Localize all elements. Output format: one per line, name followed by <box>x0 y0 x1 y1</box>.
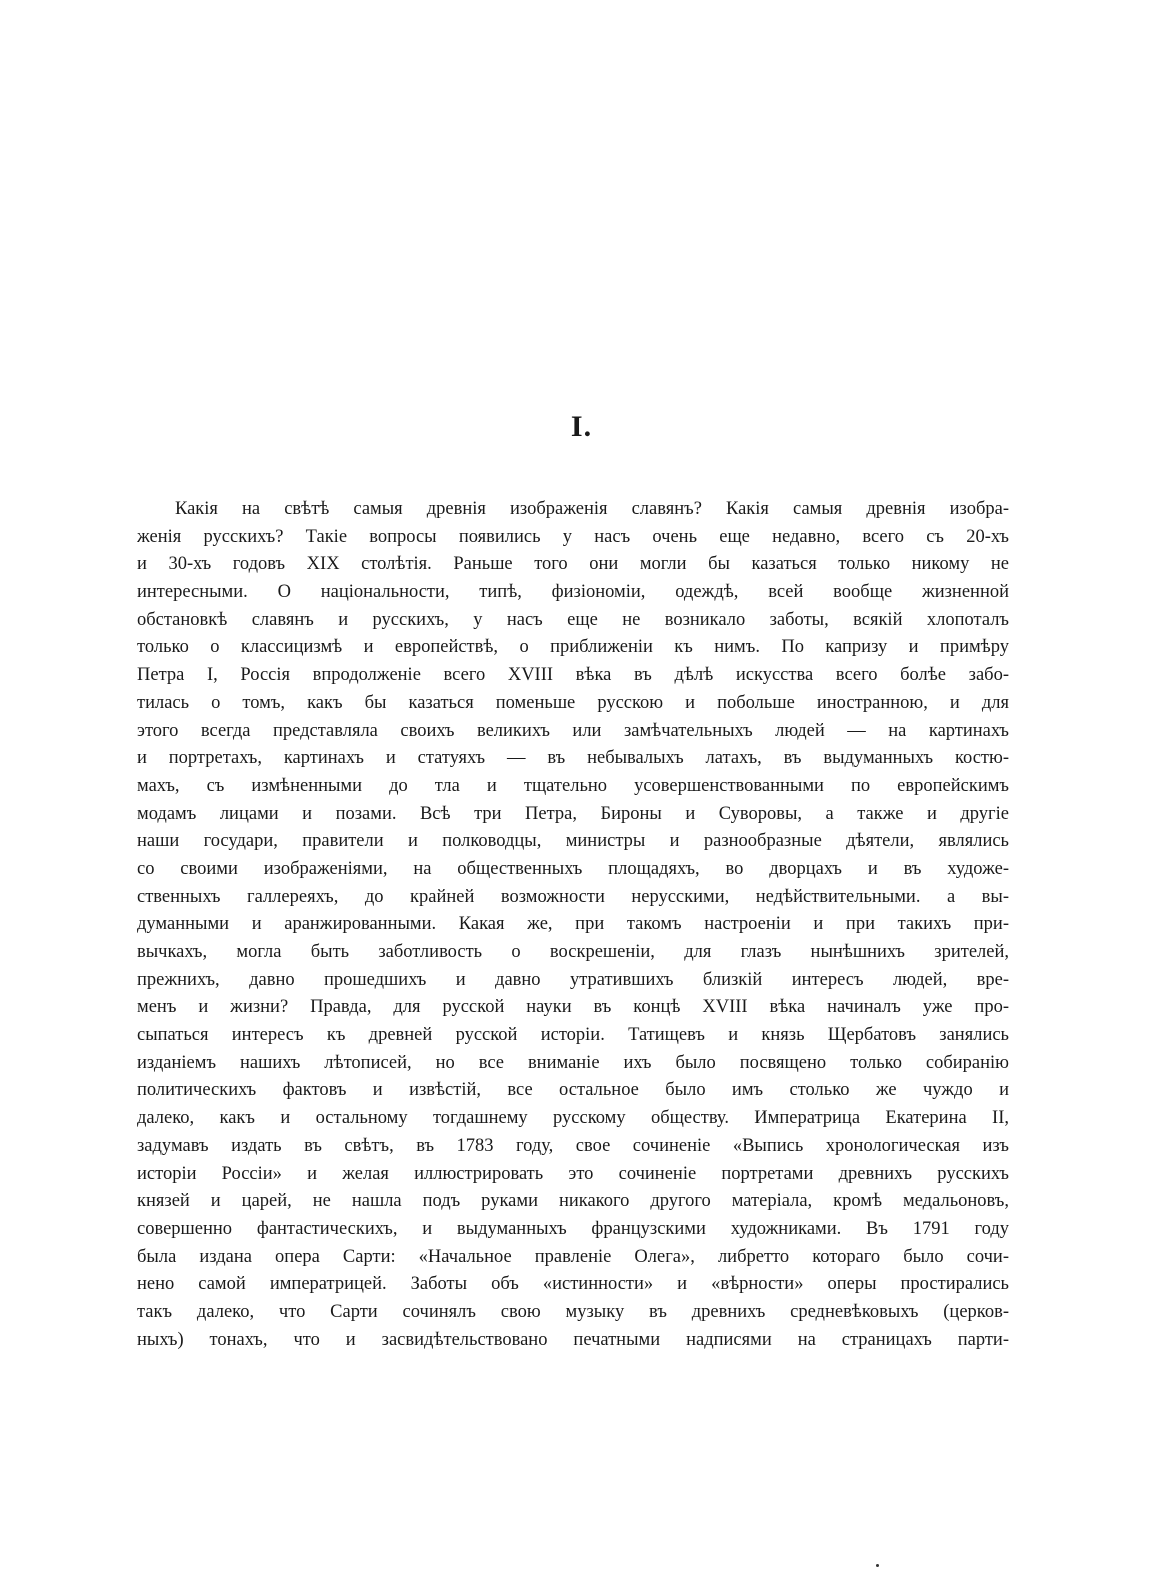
text-line: нено самой императрицей. Заботы объ «истинности» и «вѣрности» оперы простирались <box>137 1274 1009 1295</box>
text-line: была издана опера Сарти: «Начальное правленіе Олега», либретто котораго было сочи- <box>137 1246 1009 1267</box>
ink-speck <box>876 1564 879 1567</box>
text-line: думанными и аранжированными. Какая же, при такомъ настроеніи и при такихъ при- <box>137 914 1009 935</box>
text-line: сыпаться интересъ къ древней русской исторіи. Татищевъ и князь Щербатовъ занялись <box>137 1025 1009 1046</box>
text-line: и 30-хъ годовъ XIX столѣтія. Раньше того они могли бы казаться только никому не <box>137 554 1009 575</box>
text-line: наши государи, правители и полководцы, министры и разнообразные дѣятели, являлись <box>137 831 1009 852</box>
text-line: политическихъ фактовъ и извѣстій, все остальное было имъ столько же чуждо и <box>137 1080 1009 1101</box>
text-line: и портретахъ, картинахъ и статуяхъ — въ небывалыхъ латахъ, въ выдуманныхъ костю- <box>137 748 1009 769</box>
text-line: задумавъ издать въ свѣтъ, въ 1783 году, свое сочиненіе «Выпись хронологическая изъ <box>137 1135 1009 1156</box>
text-line: Петра I, Россія впродолженіе всего XVIII вѣка въ дѣлѣ искусства всего болѣе забо- <box>137 665 1009 686</box>
text-line: только о классицизмѣ и европействѣ, о приближеніи къ нимъ. По капризу и примѣру <box>137 637 1009 658</box>
text-line: совершенно фантастическихъ, и выдуманныхъ французскими художниками. Въ 1791 году <box>137 1218 1009 1239</box>
text-line: ныхъ) тонахъ, что и засвидѣтельствовано печатными надписями на страницахъ парти- <box>137 1329 1009 1350</box>
text-line: исторіи Россіи» и желая иллюстрировать это сочиненіе портретами древнихъ русскихъ <box>137 1163 1009 1184</box>
text-line: далеко, какъ и остальному тогдашнему русскому обществу. Императрица Екатерина II, <box>137 1108 1009 1129</box>
chapter-number: I. <box>570 410 593 443</box>
text-line: Какія на свѣтѣ самыя древнія изображенія славянъ? Какія самыя древнія изобра- <box>175 499 1009 519</box>
text-line: интересными. О національности, типѣ, физіономіи, одеждѣ, всей вообще жизненной <box>137 582 1009 603</box>
text-line: тилась о томъ, какъ бы казаться поменьше русскою и побольше иностранною, и для <box>137 692 1009 713</box>
text-line: махъ, съ измѣненными до тла и тщательно усовершенствованными по европейскимъ <box>137 775 1009 796</box>
text-line: со своими изображеніями, на общественныхъ площадяхъ, во дворцахъ и въ художе- <box>137 858 1009 879</box>
text-line: женія русскихъ? Такіе вопросы появились у насъ очень еще недавно, всего съ 20-хъ <box>137 526 1009 547</box>
text-line: изданіемъ нашихъ лѣтописей, но все вниманіе ихъ было посвящено только собиранію <box>137 1052 1009 1073</box>
text-line: князей и царей, не нашла подъ руками никакого другого матеріала, кромѣ медальоновъ, <box>137 1191 1009 1212</box>
text-line: такъ далеко, что Сарти сочинялъ свою музыку въ древнихъ средневѣковыхъ (церков- <box>137 1301 1009 1322</box>
text-line: менъ и жизни? Правда, для русской науки въ концѣ XVIII вѣка начиналъ уже про- <box>137 997 1009 1018</box>
text-line: ственныхъ галлереяхъ, до крайней возможности нерусскими, недѣйствительными. а вы- <box>137 886 1009 907</box>
text-line: прежнихъ, давно прошедшихъ и давно утратившихъ близкій интересъ людей, вре- <box>137 969 1009 990</box>
text-line: обстановкѣ славянъ и русскихъ, у насъ еще не возникало заботы, всякій хлопоталъ <box>137 609 1009 630</box>
text-line: вычкахъ, могла быть заботливость о воскрешеніи, для глазъ нынѣшнихъ зрителей, <box>137 942 1009 962</box>
text-line: этого всегда представляла своихъ великихъ или замѣчательныхъ людей — на картинахъ <box>137 720 1009 741</box>
text-line: модамъ лицами и позами. Всѣ три Петра, Бироны и Суворовы, а также и другіе <box>137 803 1009 824</box>
body-text <box>137 496 1009 1354</box>
